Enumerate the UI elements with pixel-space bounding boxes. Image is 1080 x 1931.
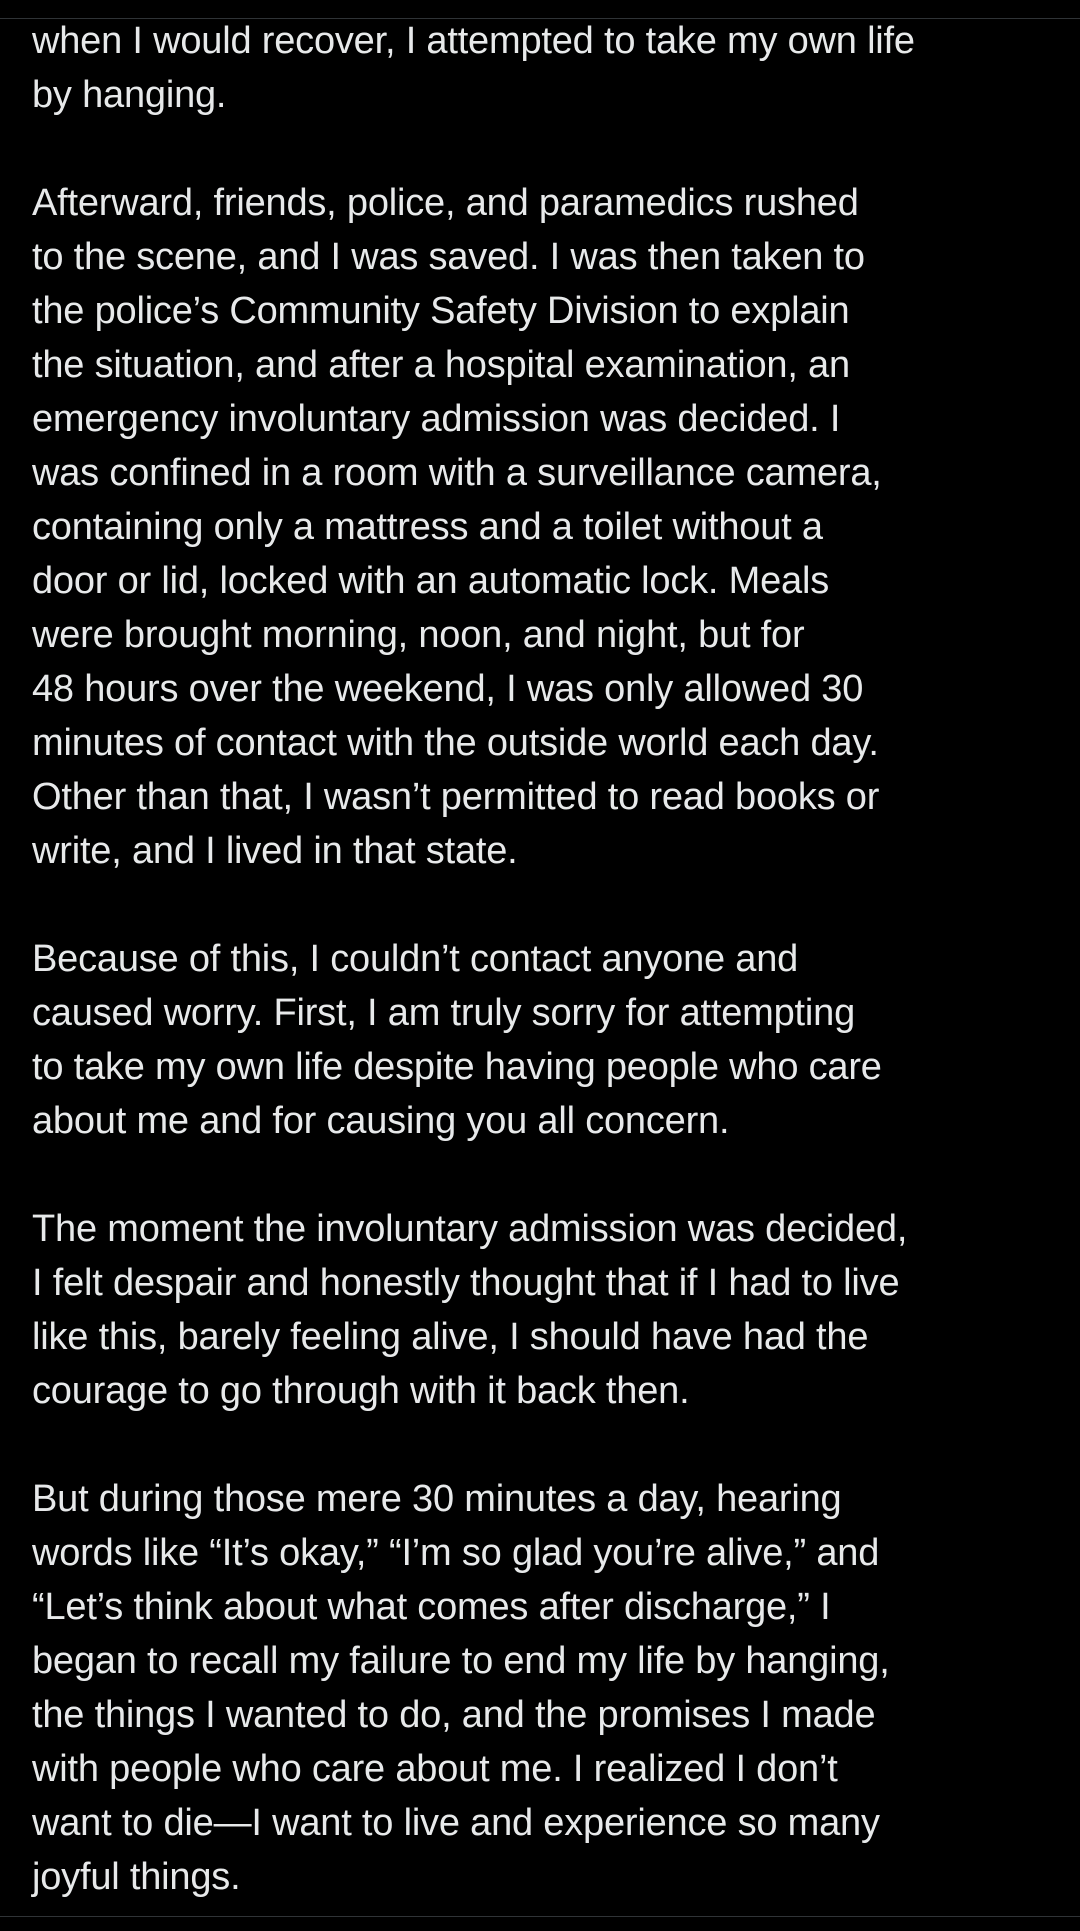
- post-paragraph-1: when I would recover, I attempted to take my own life by hanging.: [32, 20, 915, 116]
- post-paragraph-2: Afterward, friends, police, and paramedics rushed to the scene, and I was saved. I was then taken to the police’s Community Safety Division to explain the situation, and after a hospital examination, an emergency involuntary admission was decided. I was confined in a room with a surveillance camera, containing only a mattress and a toilet without a door or lid, locked with an automatic lock. Meals were brought morning, noon, and night, but for 48 hours over the weekend, I was only allowed 30 minutes of contact with the outside world each day. Other than that, I wasn’t permitted to read books or write, and I lived in that state.: [32, 182, 882, 872]
- post-paragraph-3: Because of this, I couldn’t contact anyone and caused worry. First, I am truly sorry for attempting to take my own life despite having people who care about me and for causing you all concern.: [32, 938, 882, 1142]
- bottom-divider: [0, 1916, 1080, 1917]
- post-paragraph-4: The moment the involuntary admission was decided, I felt despair and honestly thought that if I had to live like this, barely feeling alive, I should have had the courage to go through with it back then.: [32, 1208, 908, 1412]
- post-paragraph-5: But during those mere 30 minutes a day, hearing words like “It’s okay,” “I’m so glad you’re alive,” and “Let’s think about what comes after discharge,” I began to recall my failure to end my life by hanging, the things I wanted to do, and the promises I made with people who care about me. I realized I don’t want to die—I want to live and experience so many joyful things.: [32, 1478, 890, 1898]
- post-text-body: [32, 14, 1062, 1904]
